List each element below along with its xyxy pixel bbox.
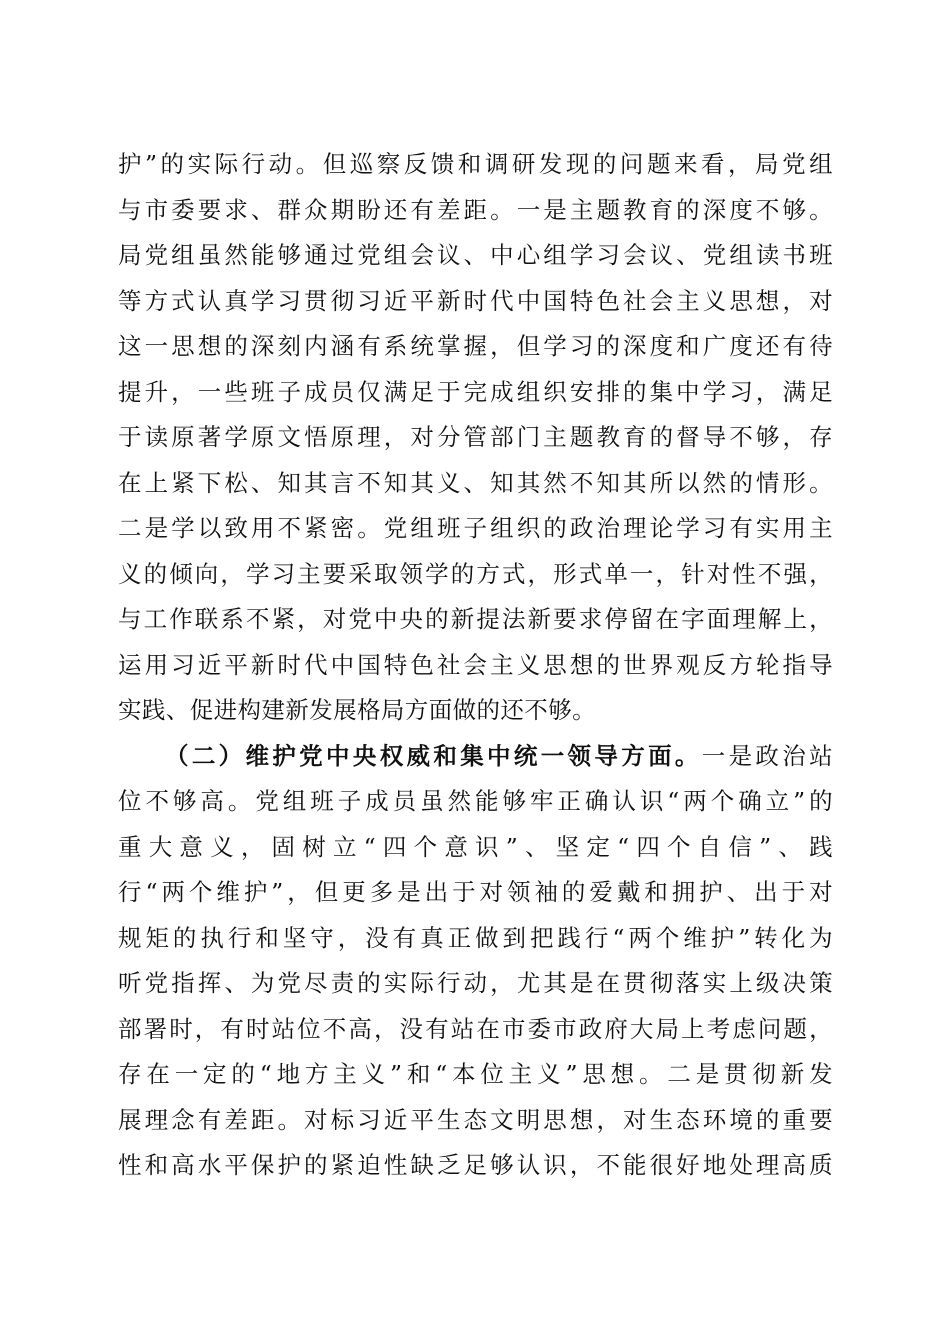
text-line: 于读原著学原文悟原理，对分管部门主题教育的督导不够，存 [118, 423, 833, 451]
text-line [118, 734, 833, 780]
heading-line-rest: 一是政治站 [701, 741, 833, 770]
text-line: 运用习近平新时代中国特色社会主义思想的世界观反方轮指导 [118, 650, 833, 679]
text-line: 义的倾向，学习主要采取领学的方式，形式单一，针对性不强， [118, 559, 833, 588]
text-line: 二是学以致用不紧密。党组班子组织的政治理论学习有实用主 [118, 514, 833, 542]
text-line: 规矩的执行和坚守，没有真正做到把践行“两个维护”转化为 [118, 923, 833, 952]
text-line: 位不够高。党组班子成员虽然能够牢正确认识“两个确立”的 [118, 787, 833, 815]
text-line: 存在一定的“地方主义”和“本位主义”思想。二是贯彻新发 [118, 1060, 833, 1088]
text-line: 重大意义，固树立“四个意识”、坚定“四个自信”、践 [118, 832, 833, 861]
text-line: 实践、促进构建新发展格局方面做的还不够。 [118, 696, 596, 724]
text-line: 展理念有差距。对标习近平生态文明思想，对生态环境的重要 [118, 1105, 833, 1134]
text-line: 与市委要求、群众期盼还有差距。一是主题教育的深度不够。 [118, 195, 833, 224]
text-line: 局党组虽然能够通过党组会议、中心组学习会议、党组读书班 [118, 241, 833, 269]
text-line: 在上紧下松、知其言不知其义、知其然不知其所以然的情形。 [118, 468, 833, 497]
body-text [118, 142, 833, 1189]
text-line: 行“两个维护”，但更多是出于对领袖的爱戴和拥护、出于对 [118, 878, 833, 906]
text-line: 护”的实际行动。但巡察反馈和调研发现的问题来看，局党组 [118, 150, 833, 178]
paragraph-1 [118, 142, 833, 734]
text-line: 等方式认真学习贯彻习近平新时代中国特色社会主义思想，对 [118, 286, 833, 315]
text-line: 部署时，有时站位不高，没有站在市委市政府大局上考虑问题， [118, 1014, 833, 1043]
text-line: 提升，一些班子成员仅满足于完成组织安排的集中学习，满足 [118, 377, 833, 406]
text-line: 性和高水平保护的紧迫性缺乏足够认识，不能很好地处理高质 [118, 1151, 833, 1179]
text-line: 与工作联系不紧，对党中央的新提法新要求停留在字面理解上， [118, 605, 833, 633]
text-line: 听党指挥、为党尽责的实际行动，尤其是在贯彻落实上级决策 [118, 969, 833, 997]
section-heading: （二）维护党中央权威和集中统一领导方面。 [165, 741, 702, 770]
paragraph-2 [118, 734, 833, 1189]
text-line: 这一思想的深刻内涵有系统掌握，但学习的深度和广度还有待 [118, 332, 833, 360]
